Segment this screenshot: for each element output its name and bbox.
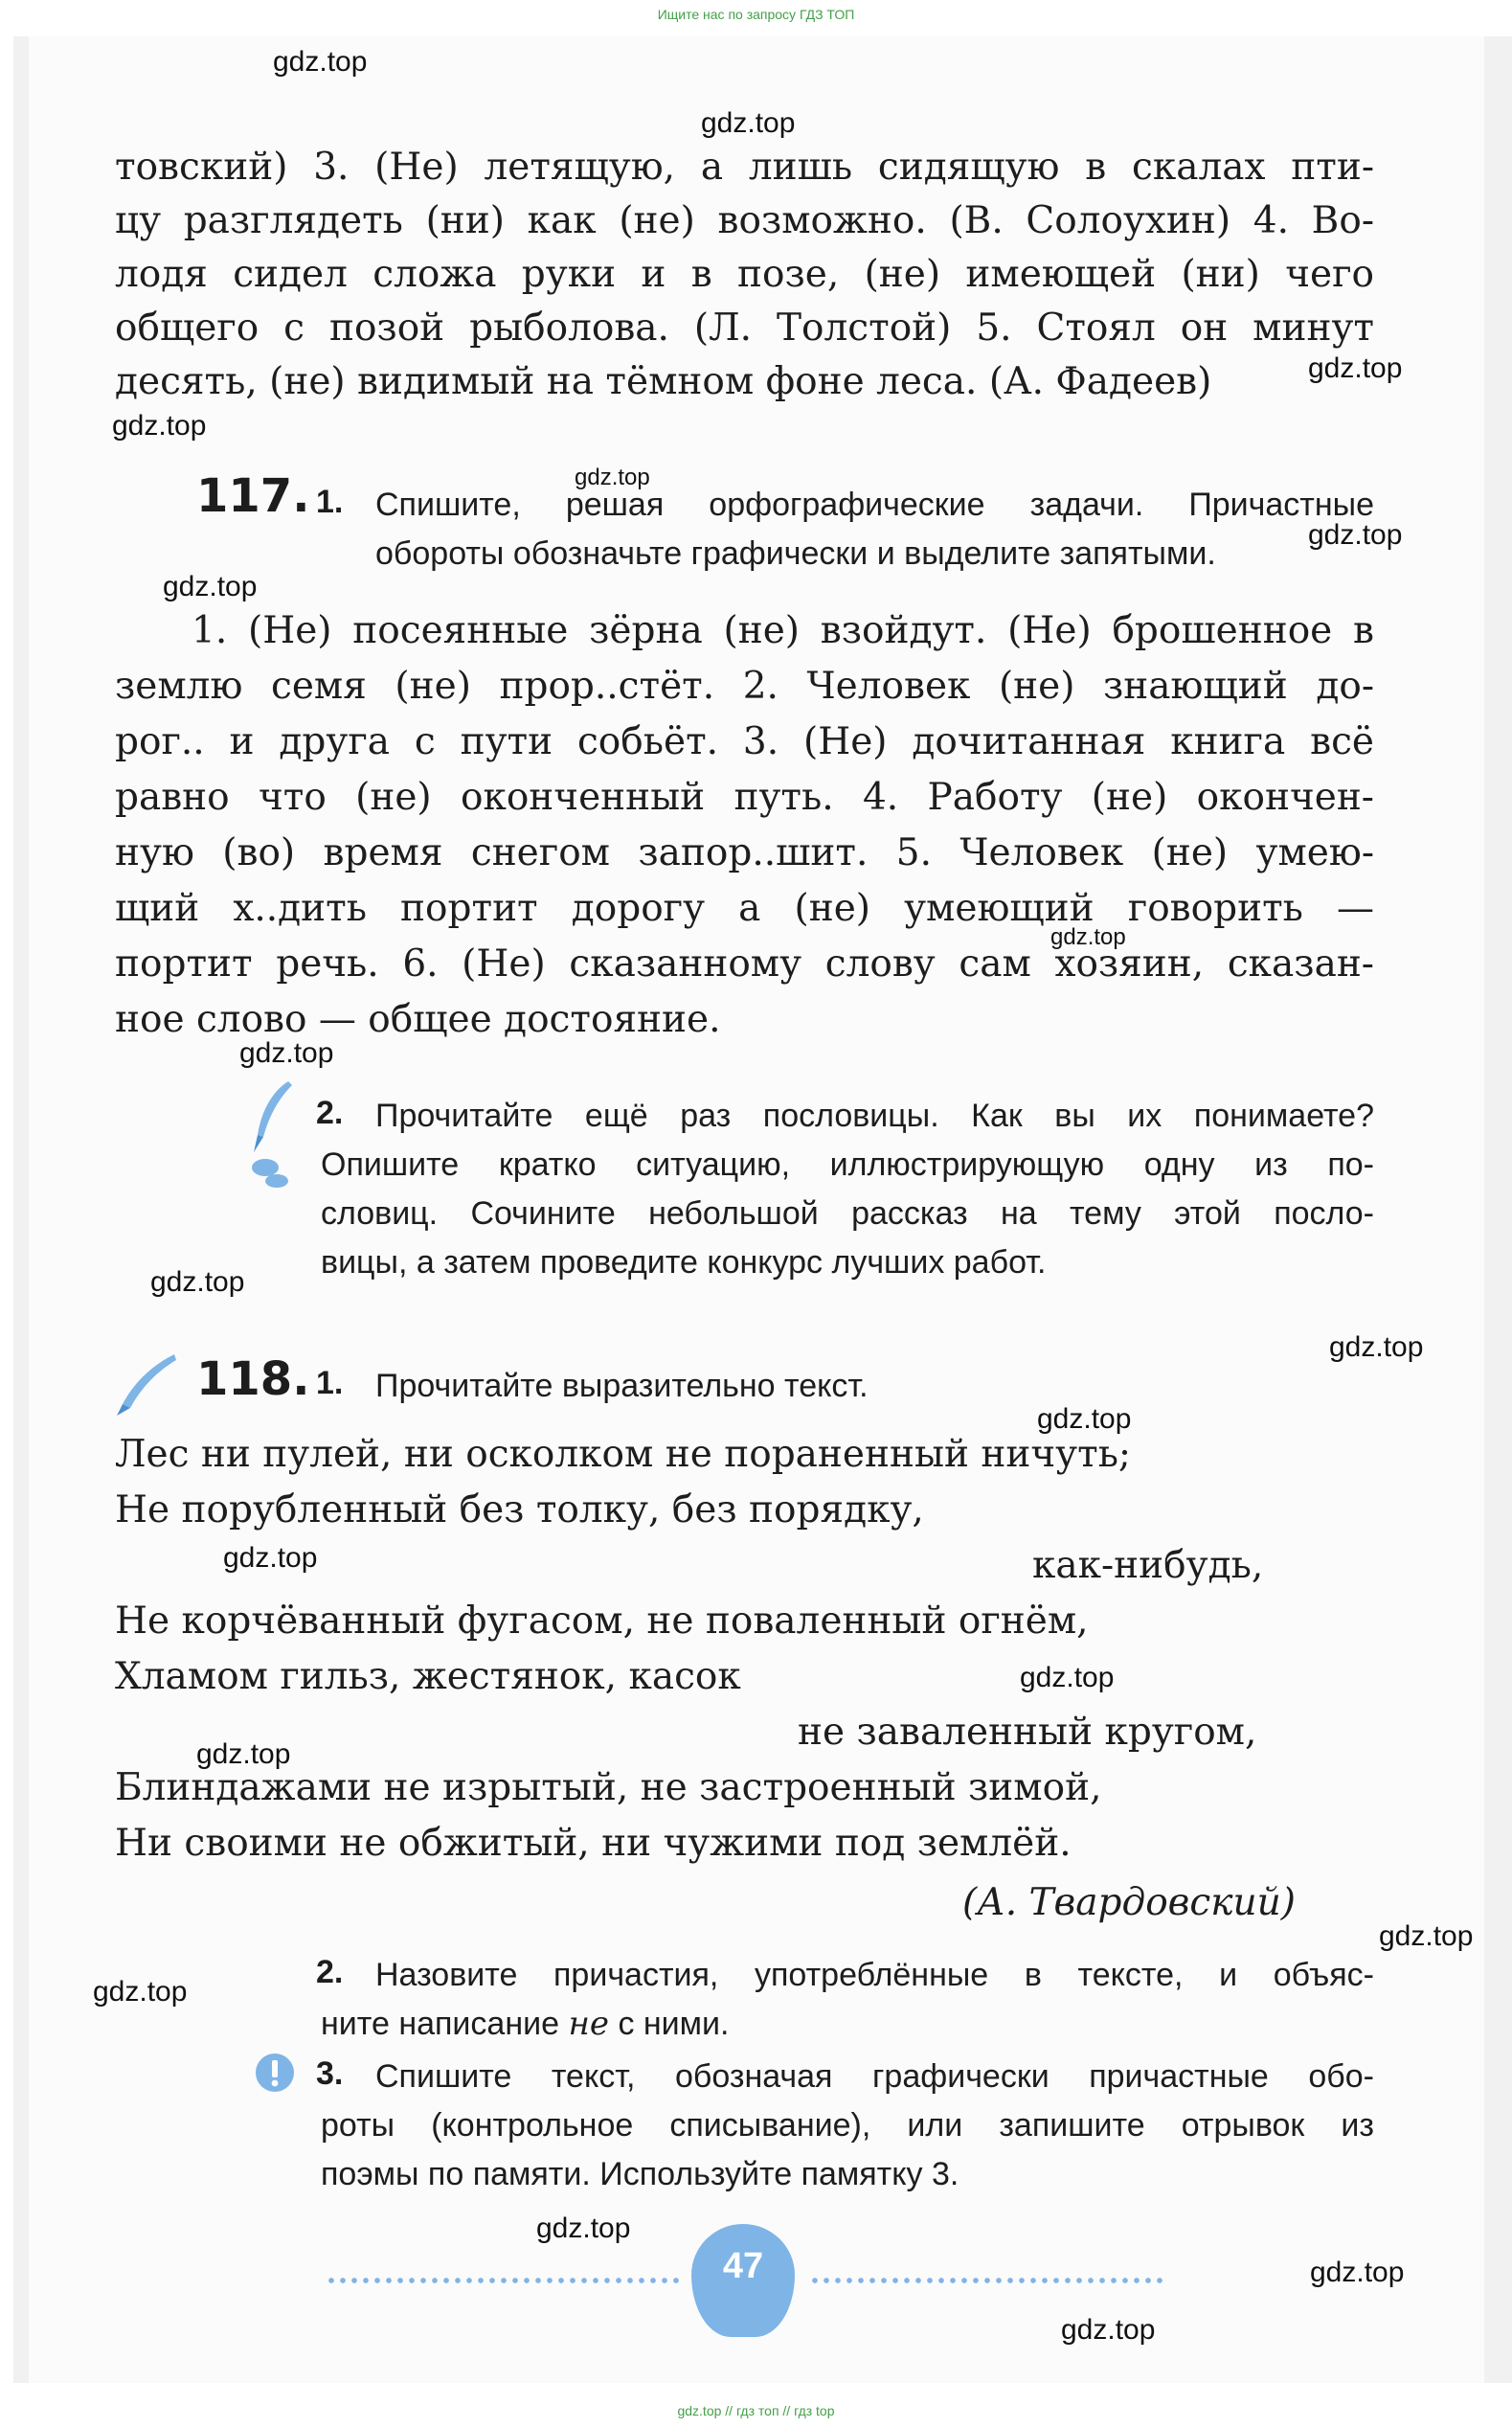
exercise-number-118: 118. <box>196 1352 310 1406</box>
watermark: gdz.top <box>1308 519 1403 551</box>
task-instruction-line: Спишите текст, обозначая графически причастные обо- <box>375 2058 1374 2095</box>
proverb-line: равно что (не) оконченный путь. 4. Работу (не) окончен- <box>115 776 1374 819</box>
task-instruction-line: Прочитайте ещё раз пословицы. Как вы их понимаете? <box>375 1098 1374 1134</box>
poem-line: Лес ни пулей, ни осколком не пораненный ничуть; <box>115 1433 1132 1476</box>
poem-line: Хламом гильз, жестянок, касок <box>115 1655 741 1698</box>
task-number: 2. <box>316 1954 344 1990</box>
poem-author: (А. Твардовский) <box>962 1881 1296 1924</box>
intro-line: десять, (не) видимый на тёмном фоне леса. (А. Фадеев) <box>115 360 1212 403</box>
poem-line: Блиндажами не изрытый, не застроенный зимой, <box>115 1766 1102 1809</box>
poem-line: Не порубленный без толку, без порядку, <box>115 1488 924 1532</box>
task-instruction-line: вицы, а затем проведите конкурс лучших работ. <box>321 1244 1047 1281</box>
watermark: gdz.top <box>196 1738 291 1770</box>
proverb-line: землю семя (не) прор..стёт. 2. Человек (не) знающий до- <box>115 665 1374 708</box>
quill-pen-icon <box>113 1350 180 1418</box>
exercise-number-117: 117. <box>196 469 310 523</box>
task-instruction-line: обороты обозначьте графически и выделите запятыми. <box>375 535 1216 572</box>
proverb-line: ное слово — общее достояние. <box>115 998 721 1041</box>
watermark: gdz.top <box>1061 2314 1156 2346</box>
watermark: gdz.top <box>93 1976 188 2008</box>
top-promo-bar: Ищите нас по запросу ГДЗ ТОП <box>657 7 855 22</box>
watermark: gdz.top <box>1379 1920 1474 1952</box>
watermark: gdz.top <box>536 2212 631 2244</box>
quill-pen-icon <box>244 1078 302 1192</box>
task-instruction-line <box>321 2000 729 2049</box>
exclamation-icon <box>254 2052 296 2094</box>
footer-links-bar: gdz.top // гдз топ // гдз top <box>677 2403 835 2418</box>
task-text-part: ните написание <box>321 2006 559 2042</box>
proverb-line: щий х..дить портит дорогу а (не) умеющий говорить — <box>115 887 1374 930</box>
proverb-line: ную (во) время снегом запор..шит. 5. Человек (не) умею- <box>115 831 1374 874</box>
watermark: gdz.top <box>1308 352 1403 384</box>
task-number: 3. <box>316 2055 344 2092</box>
task-instruction-line: словиц. Сочините небольшой рассказ на тему этой посло- <box>321 1195 1374 1232</box>
watermark: gdz.top <box>1329 1331 1424 1363</box>
task-instruction-line: Спишите, решая орфографические задачи. Причастные <box>375 487 1374 523</box>
watermark: gdz.top <box>239 1037 334 1069</box>
watermark: gdz.top <box>1020 1662 1115 1693</box>
dotted-rule-right <box>809 2276 1163 2285</box>
watermark: gdz.top <box>112 410 207 442</box>
poem-line: как-нибудь, <box>1032 1544 1264 1587</box>
task-instruction-line: Назовите причастия, употреблённые в тексте, и объяс- <box>375 1957 1374 1993</box>
watermark: gdz.top <box>575 465 650 490</box>
proverb-line: рог.. и друга с пути собьёт. 3. (Не) дочитанная книга всё <box>115 720 1374 763</box>
poem-line: не заваленный кругом, <box>798 1711 1257 1754</box>
dotted-rule-left <box>326 2276 680 2285</box>
watermark: gdz.top <box>163 571 258 602</box>
task-instruction-line: поэмы по памяти. Используйте памятку 3. <box>321 2156 959 2192</box>
task-number: 1. <box>316 1365 344 1401</box>
intro-line: товский) 3. (Не) летящую, а лишь сидящую в скалах пти- <box>115 146 1374 189</box>
watermark: gdz.top <box>150 1266 245 1298</box>
watermark: gdz.top <box>1050 924 1126 950</box>
emphasis-ne: не <box>568 2005 609 2043</box>
watermark: gdz.top <box>223 1542 318 1574</box>
task-instruction-line: Прочитайте выразительно текст. <box>375 1368 869 1404</box>
task-number: 1. <box>316 484 344 520</box>
page-number: 47 <box>722 2246 764 2286</box>
task-instruction-line: Опишите кратко ситуацию, иллюстрирующую одну из по- <box>321 1146 1374 1183</box>
watermark: gdz.top <box>701 107 796 139</box>
poem-line: Не корчёванный фугасом, не поваленный огнём, <box>115 1600 1089 1643</box>
intro-line: общего с позой рыболова. (Л. Толстой) 5. Стоял он минут <box>115 306 1374 350</box>
task-instruction-line: роты (контрольное списывание), или запишите отрывок из <box>321 2107 1374 2144</box>
proverb-line: 1. (Не) посеянные зёрна (не) взойдут. (Не) брошенное в <box>192 609 1374 652</box>
intro-line: лодя сидел сложа руки и в позе, (не) имеющей (ни) чего <box>115 253 1374 296</box>
intro-line: цу разглядеть (ни) как (не) возможно. (В. Солоухин) 4. Во- <box>115 199 1374 242</box>
poem-line: Ни своими не обжитый, ни чужими под землёй. <box>115 1822 1072 1865</box>
task-number: 2. <box>316 1095 344 1131</box>
proverb-line: портит речь. 6. (Не) сказанному слову сам хозяин, сказан- <box>115 942 1374 986</box>
watermark: gdz.top <box>273 46 368 78</box>
watermark: gdz.top <box>1310 2257 1405 2288</box>
watermark: gdz.top <box>1037 1403 1132 1435</box>
task-text-part: с ними. <box>618 2006 730 2042</box>
